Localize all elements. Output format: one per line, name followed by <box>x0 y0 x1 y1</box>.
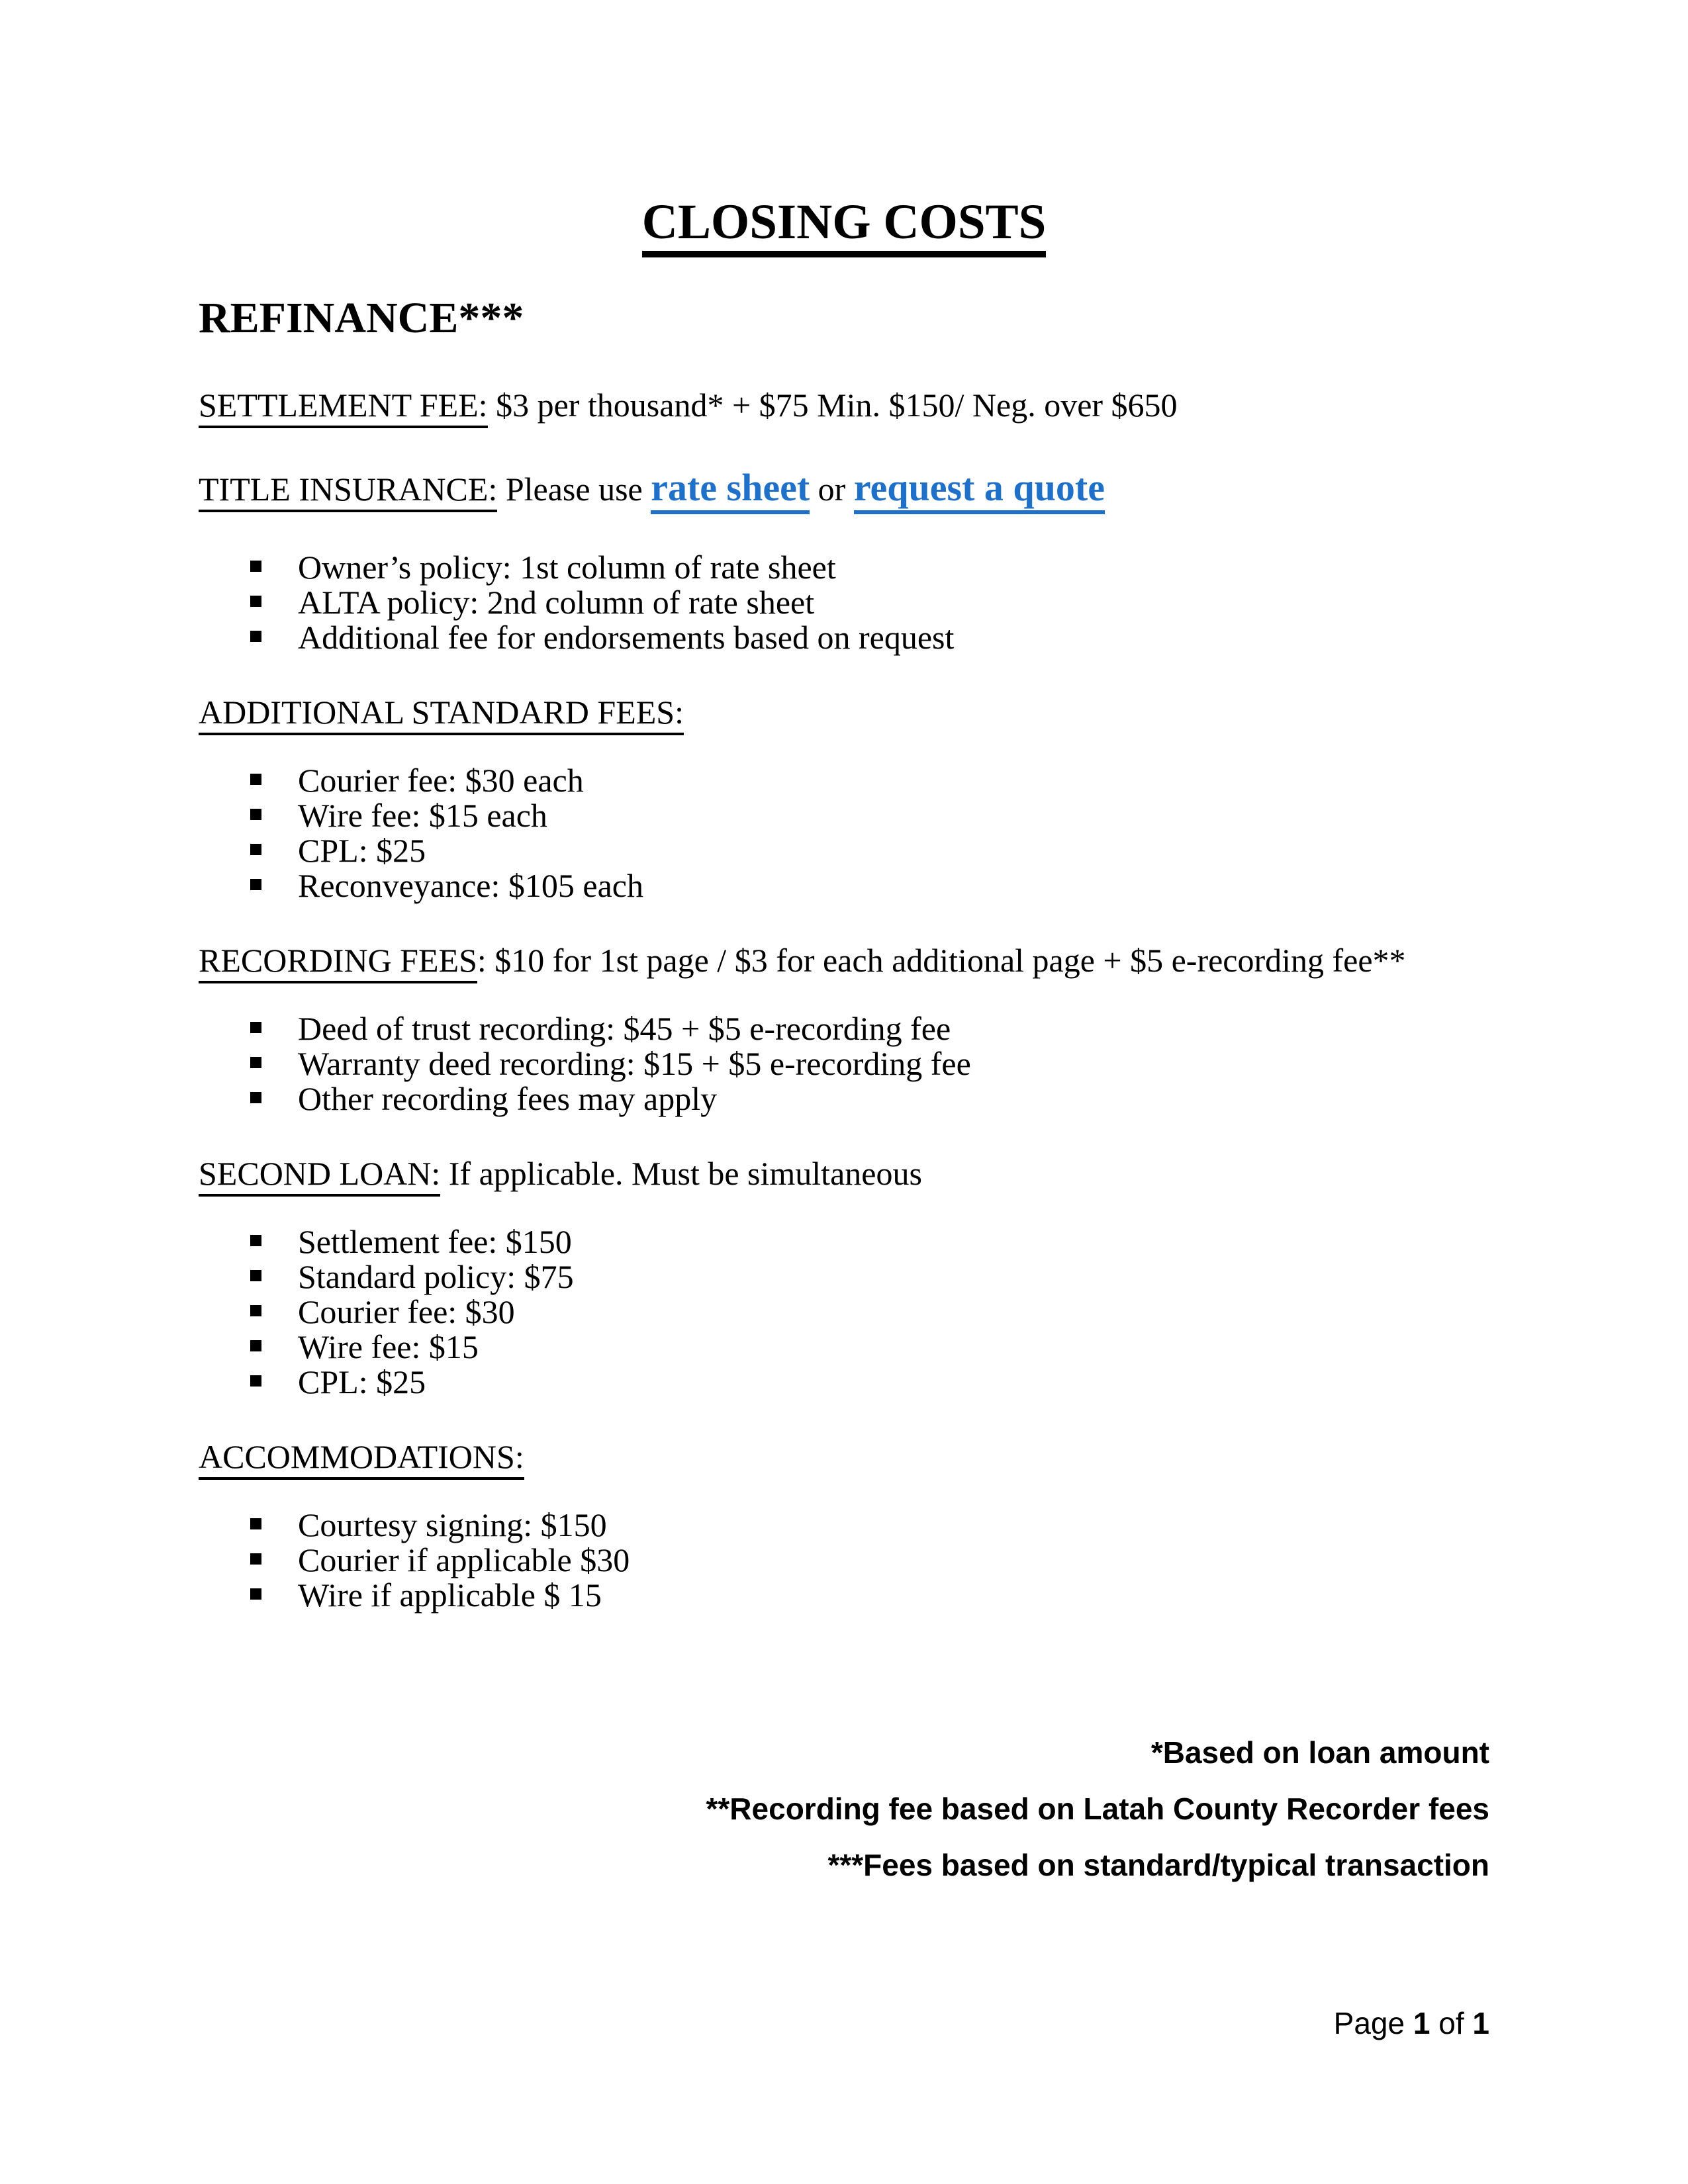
list-item: ALTA policy: 2nd column of rate sheet <box>199 585 1489 620</box>
footnote: *Based on loan amount <box>1150 1735 1489 1770</box>
title-insurance-bullet-list <box>199 550 1489 655</box>
title-insurance-leadin: Please use <box>497 471 651 508</box>
title-insurance-line <box>199 464 1489 513</box>
settlement-fee-line <box>199 386 1489 424</box>
footer-page-number: 1 <box>1413 2006 1430 2040</box>
accommodations-label: ACCOMMODATIONS: <box>199 1438 524 1480</box>
list-item: Other recording fees may apply <box>199 1081 1489 1116</box>
request-quote-link[interactable]: request a quote <box>854 466 1105 514</box>
footnote: **Recording fee based on Latah County Recorder fees <box>706 1792 1489 1826</box>
additional-standard-fees-label: ADDITIONAL STANDARD FEES: <box>199 694 684 735</box>
accommodations-heading <box>199 1437 1489 1476</box>
list-item: Deed of trust recording: $45 + $5 e-recording fee <box>199 1011 1489 1046</box>
recording-fees-bullet-list <box>199 1011 1489 1116</box>
second-loan-line <box>199 1154 1489 1193</box>
footer-page-total: 1 <box>1472 2006 1489 2040</box>
rate-sheet-link[interactable]: rate sheet <box>651 466 810 514</box>
second-loan-label: SECOND LOAN: <box>199 1155 440 1197</box>
footer-of-word: of <box>1438 2006 1464 2040</box>
refinance-heading: REFINANCE*** <box>199 294 524 342</box>
list-item: Courier fee: $30 <box>199 1295 1489 1330</box>
footer-page-word: Page <box>1333 2006 1405 2040</box>
recording-fees-line <box>199 941 1489 979</box>
list-item: CPL: $25 <box>199 833 1489 868</box>
recording-fees-detail: : $10 for 1st page / $3 for each additional page + $5 e-recording fee** <box>477 942 1406 979</box>
list-item: Settlement fee: $150 <box>199 1224 1489 1259</box>
title-insurance-label: TITLE INSURANCE: <box>199 471 497 512</box>
settlement-fee-detail: $3 per thousand* + $75 Min. $150/ Neg. over $650 <box>487 387 1178 424</box>
settlement-fee-label: SETTLEMENT FEE: <box>199 387 488 428</box>
second-loan-detail: If applicable. Must be simultaneous <box>440 1155 922 1192</box>
list-item: Courier fee: $30 each <box>199 763 1489 798</box>
list-item: Wire fee: $15 each <box>199 798 1489 833</box>
list-item: Owner’s policy: 1st column of rate sheet <box>199 550 1489 585</box>
page-title <box>199 194 1489 255</box>
footnote: ***Fees based on standard/typical transaction <box>827 1848 1489 1882</box>
second-loan-bullet-list <box>199 1224 1489 1400</box>
title-insurance-connector: or <box>810 471 854 508</box>
page-title-text: CLOSING COSTS <box>642 195 1047 257</box>
list-item: Standard policy: $75 <box>199 1259 1489 1295</box>
additional-standard-fees-bullet-list <box>199 763 1489 903</box>
recording-fees-label: RECORDING FEES <box>199 942 477 983</box>
list-item: Warranty deed recording: $15 + $5 e-recording fee <box>199 1046 1489 1081</box>
footnotes-block <box>199 1736 1489 1882</box>
list-item: Reconveyance: $105 each <box>199 868 1489 903</box>
additional-standard-fees-heading <box>199 693 1489 731</box>
page-number-footer <box>1334 2007 1489 2040</box>
list-item: Courtesy signing: $150 <box>199 1508 1489 1543</box>
list-item: Additional fee for endorsements based on request <box>199 620 1489 655</box>
list-item: Wire if applicable $ 15 <box>199 1578 1489 1613</box>
list-item: CPL: $25 <box>199 1365 1489 1400</box>
accommodations-bullet-list <box>199 1508 1489 1613</box>
list-item: Wire fee: $15 <box>199 1330 1489 1365</box>
list-item: Courier if applicable $30 <box>199 1543 1489 1578</box>
